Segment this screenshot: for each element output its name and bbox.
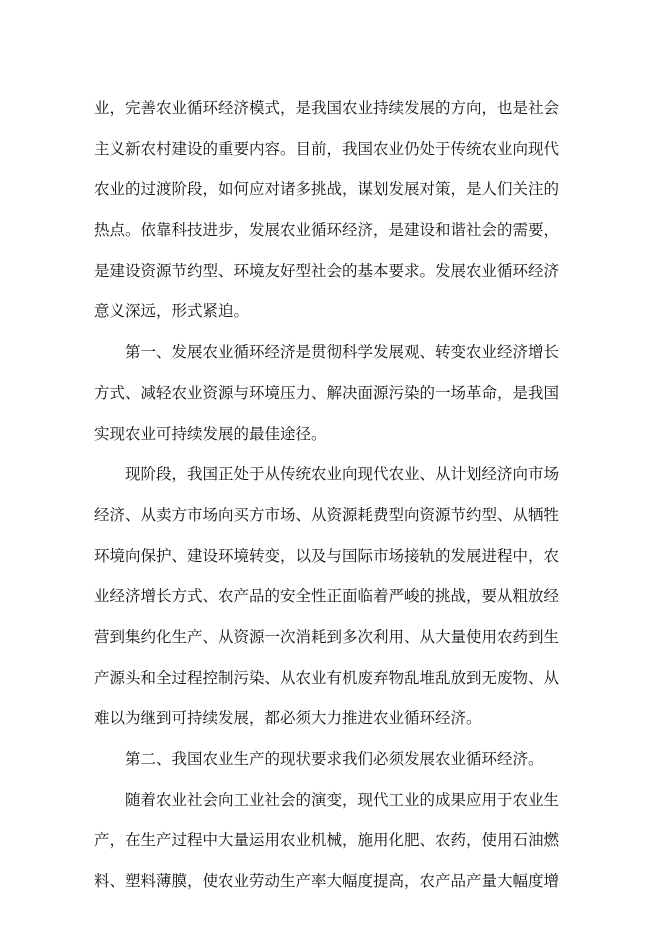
paragraph-5-line-1: 随着农业社会向工业社会的演变，现代工业的成果应用于农业生 <box>125 790 560 809</box>
paragraph-1-line-4: 热点。依靠科技进步，发展农业循环经济，是建设和谐社会的需要， <box>94 221 560 240</box>
paragraph-5-line-2: 产，在生产过程中大量运用农业机械，施用化肥、农药，使用石油燃 <box>94 831 560 850</box>
paragraph-1-line-1: 业，完善农业循环经济模式，是我国农业持续发展的方向，也是社会 <box>94 99 560 117</box>
paragraph-5-line-3: 料、塑料薄膜，使农业劳动生产率大幅度提高，农产品产量大幅度增 <box>94 872 560 891</box>
paragraph-2-line-2: 方式、减轻农业资源与环境压力、解决面源污染的一场革命，是我国 <box>94 383 560 402</box>
paragraph-3-line-6: 产源头和全过程控制污染、从农业有机废弃物乱堆乱放到无废物、从 <box>94 668 560 687</box>
paragraph-4-line-1: 第二、我国农业生产的现状要求我们必须发展农业循环经济。 <box>125 750 544 768</box>
paragraph-2-line-1: 第一、发展农业循环经济是贯彻科学发展观、转变农业经济增长 <box>125 343 560 362</box>
paragraph-3-line-4: 业经济增长方式、农产品的安全性正面临着严峻的挑战，要从粗放经 <box>94 587 560 606</box>
paragraph-1-line-5: 是建设资源节约型、环境友好型社会的基本要求。发展农业循环经济 <box>94 261 560 280</box>
paragraph-3-line-3: 环境向保护、建设环境转变，以及与国际市场接轨的发展进程中，农 <box>94 546 560 565</box>
paragraph-1-line-3: 农业的过渡阶段，如何应对诸多挑战，谋划发展对策，是人们关注的 <box>94 180 560 199</box>
paragraph-3-line-2: 经济、从卖方市场向买方市场、从资源耗费型向资源节约型、从牺牲 <box>94 505 560 524</box>
body-text <box>94 88 570 902</box>
paragraph-2-line-3: 实现农业可持续发展的最佳途径。 <box>94 424 327 443</box>
paragraph-3-line-5: 营到集约化生产、从资源一次消耗到多次利用、从大量使用农药到生 <box>94 627 560 646</box>
paragraph-3-line-1: 现阶段，我国正处于从传统农业向现代农业、从计划经济向市场 <box>125 465 560 484</box>
paragraph-1-line-6: 意义深远，形式紧迫。 <box>94 302 250 321</box>
paragraph-1-line-2: 主义新农村建设的重要内容。目前，我国农业仍处于传统农业向现代 <box>94 139 560 158</box>
paragraph-3-line-7: 难以为继到可持续发展，都必须大力推进农业循环经济。 <box>94 709 482 728</box>
